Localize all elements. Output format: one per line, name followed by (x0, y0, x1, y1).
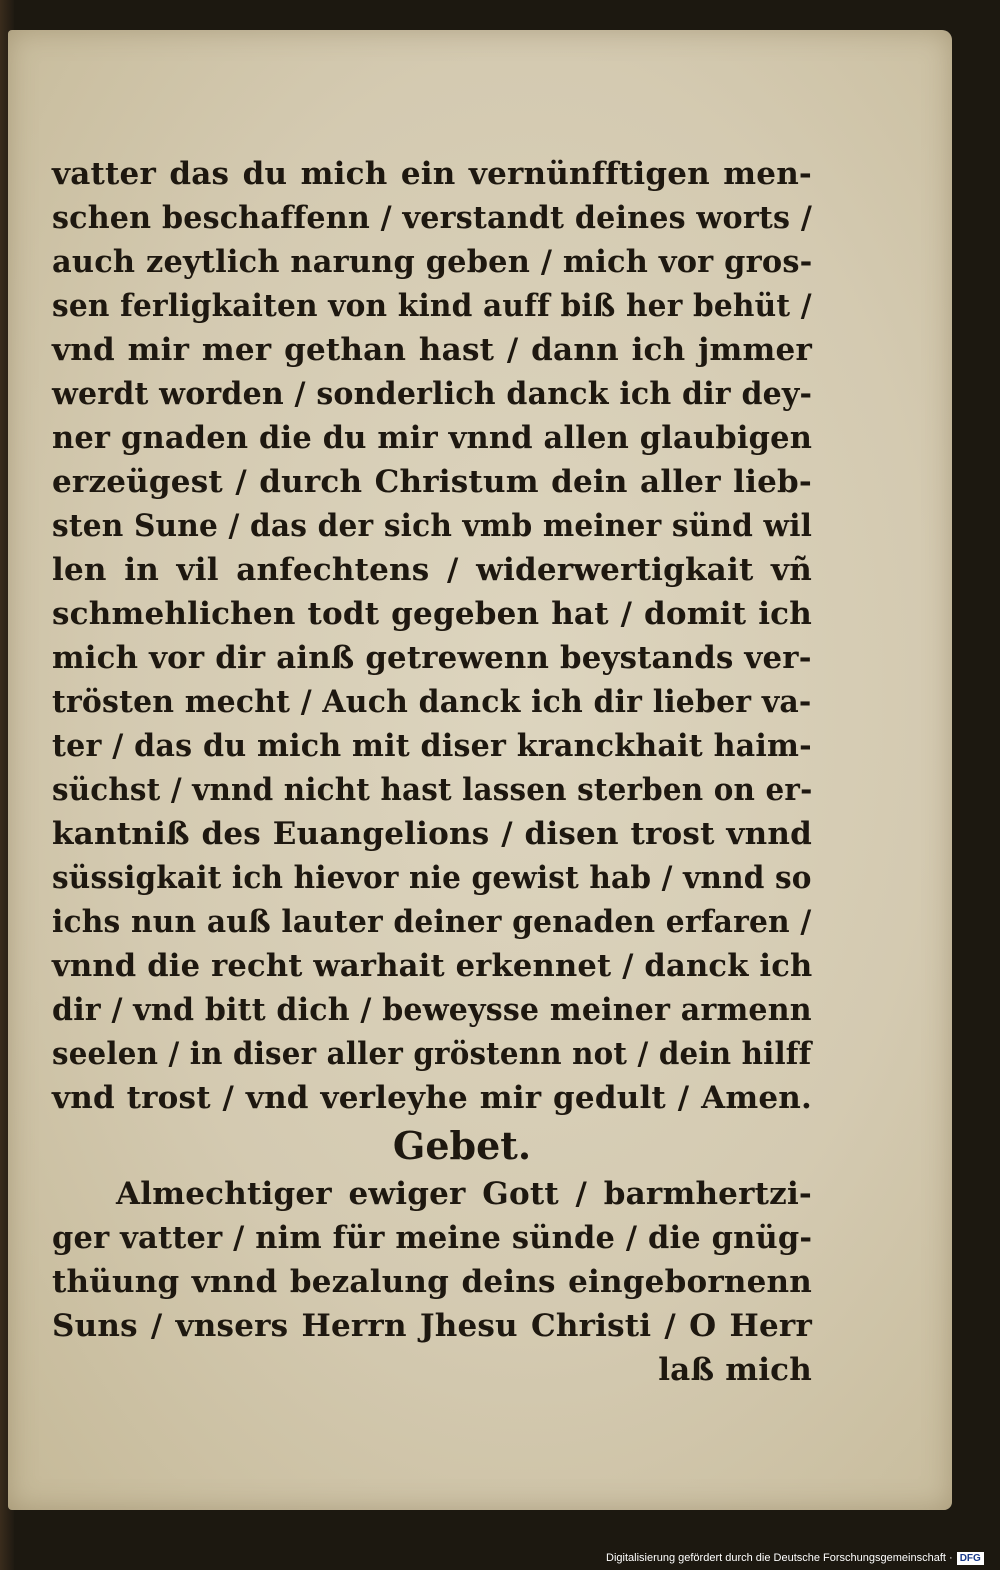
text-line: seelen / in diser aller gröstenn not / dein hilff (52, 1036, 812, 1072)
text-line: mich vor dir ainß getrewenn beystands ver- (52, 640, 812, 676)
text-line: werdt worden / sonderlich danck ich dir dey- (52, 376, 813, 412)
prayer-line: Suns / vnsers Herrn Jhesu Christi / O Herr (52, 1308, 812, 1344)
text-line: sten Sune / das der sich vmb meiner sünd wil (52, 508, 813, 544)
text-line: erzeügest / durch Christum dein aller lieb- (52, 464, 812, 500)
text-line: schen beschaffenn / verstandt deines worts / (52, 200, 813, 236)
prayer-line: thüung vnnd bezalung deins eingebornenn (52, 1264, 812, 1300)
text-line: süssigkait ich hievor nie gewist hab / vnnd so (52, 860, 812, 896)
section-heading: Gebet. (392, 1123, 532, 1168)
text-line: vnd trost / vnd verleyhe mir gedult / Amen. (52, 1080, 812, 1116)
text-line: süchst / vnnd nicht hast lassen sterben on er- (52, 772, 813, 808)
text-line: ner gnaden die du mir vnnd allen glaubigen (52, 420, 813, 456)
text-line: dir / vnd bitt dich / beweysse meiner armenn (52, 992, 812, 1028)
prayer-line: ger vatter / nim für meine sünde / die gnüg- (52, 1220, 813, 1256)
text-line: vatter das du mich ein vernünfftigen men- (52, 156, 812, 192)
text-block (52, 152, 812, 1392)
text-line: len in vil anfechtens / widerwertigkait vñ (52, 552, 812, 588)
text-line: ichs nun auß lauter deiner genaden erfaren / (52, 904, 812, 940)
dfg-logo: DFG (957, 1552, 984, 1565)
text-line: auch zeytlich narung geben / mich vor gros- (52, 244, 813, 280)
text-line: ter / das du mich mit diser kranckhait haim- (52, 728, 812, 764)
text-line: schmehlichen todt gegeben hat / domit ich (52, 596, 812, 632)
prayer-line: Almechtiger ewiger Gott / barmhertzi- (116, 1176, 812, 1212)
text-line: sen ferligkaiten von kind auff biß her behüt / (52, 288, 812, 324)
catchword: laß mich (658, 1352, 812, 1388)
text-line: vnnd die recht warhait erkennet / danck ich (52, 948, 813, 984)
text-line: vnd mir mer gethan hast / dann ich jmmer (52, 332, 812, 368)
credit-text: Digitalisierung gefördert durch die Deutsche Forschungsgemeinschaft · (606, 1552, 953, 1564)
digitization-credit (606, 1549, 996, 1567)
text-line: trösten mecht / Auch danck ich dir lieber va- (52, 684, 812, 720)
text-line: kantniß des Euangelions / disen trost vnnd (52, 816, 812, 852)
